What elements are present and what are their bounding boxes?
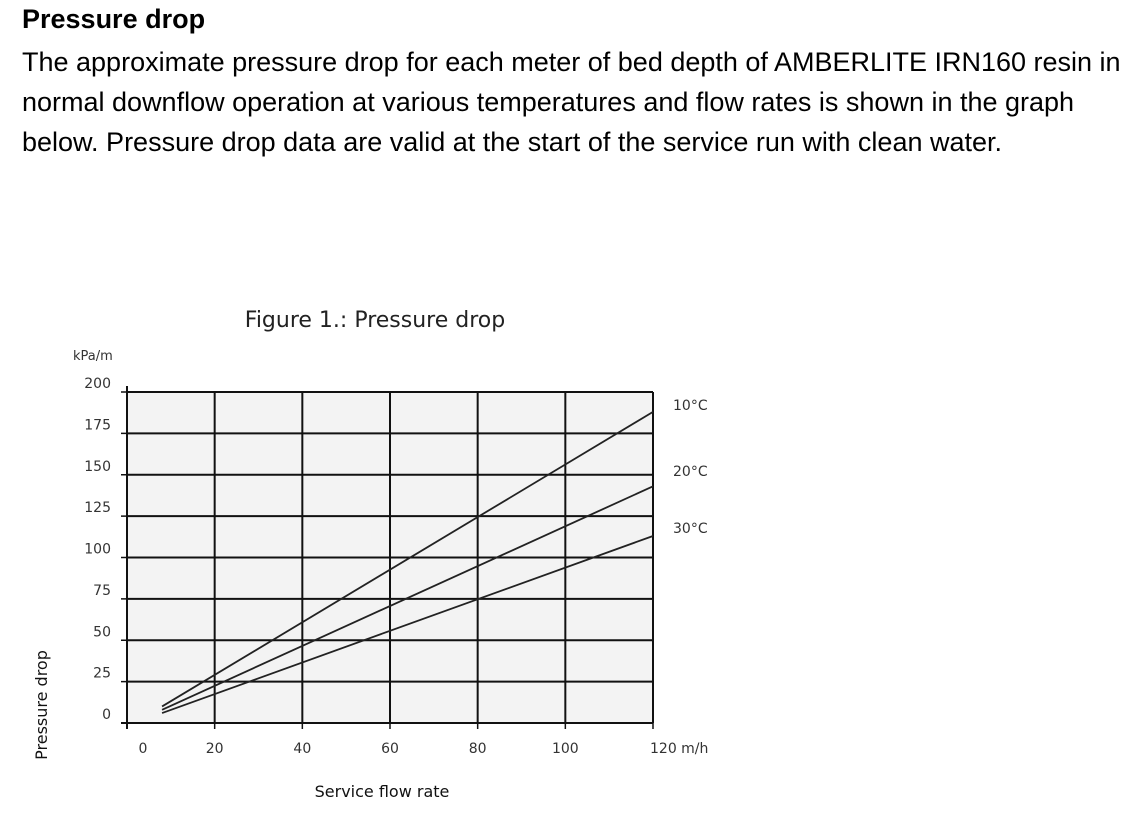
y-tick-label: 125 xyxy=(84,500,111,517)
y-tick-label: 25 xyxy=(93,665,111,682)
x-tick-label: 0 xyxy=(138,741,148,757)
y-tick-label: 100 xyxy=(84,541,111,558)
y-tick-label: 0 xyxy=(102,707,111,723)
description-paragraph: The approximate pressure drop for each meter of bed depth of AMBERLITE IRN160 resin in normal downflow operation at various temperatures and flow rates is shown in the graph below. Pressure drop data are valid at the start of the service run with clean water. xyxy=(22,47,1121,157)
y-tick-label: 175 xyxy=(84,417,111,434)
pressure-drop-chart xyxy=(0,290,800,820)
x-tick-label: 120 m/h xyxy=(650,741,709,757)
x-tick-label: 60 xyxy=(381,741,399,757)
series-label-3: 30°C xyxy=(673,521,708,537)
pressure-drop-heading: Pressure drop xyxy=(22,4,206,34)
series-label-2: 20°C xyxy=(673,464,708,480)
x-axis-label: Service flow rate xyxy=(314,782,450,801)
y-tick-label: 50 xyxy=(93,624,111,641)
y-unit-label: kPa/m xyxy=(73,349,113,364)
chart-title: Figure 1.: Pressure drop xyxy=(244,308,506,333)
y-tick-label: 150 xyxy=(84,458,111,475)
y-tick-label: 75 xyxy=(93,582,111,599)
y-axis-label: Pressure drop xyxy=(32,650,51,760)
x-tick-label: 100 xyxy=(551,741,579,757)
x-tick-label: 40 xyxy=(293,741,312,757)
x-tick-label: 80 xyxy=(468,741,487,757)
x-tick-label: 20 xyxy=(205,741,224,757)
plot-area xyxy=(84,376,708,757)
series-label-1: 10°C xyxy=(673,398,708,414)
y-tick-label: 200 xyxy=(84,376,111,392)
